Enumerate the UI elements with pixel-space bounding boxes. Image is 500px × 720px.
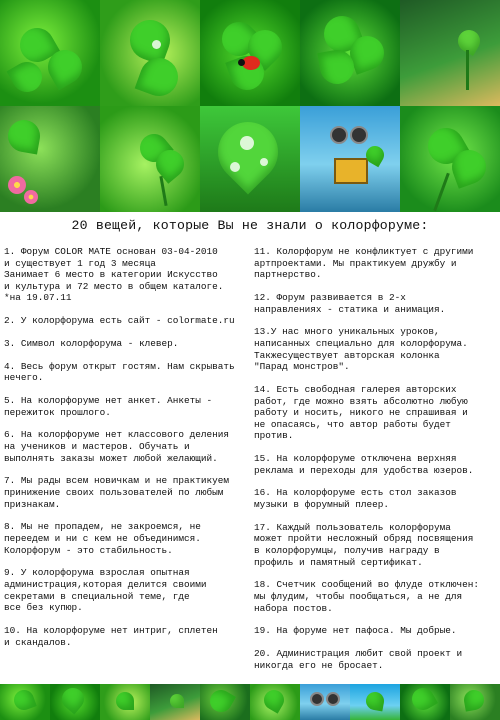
fact-item: 16. На колорфоруме есть стол заказов музыки в форумный плеер. (254, 487, 457, 511)
fact-item: 18. Счетчик сообщений во флуде отключен: мы флудим, чтобы пообщаться, а не для набора постов. (254, 579, 480, 614)
fact-item: 6. На колорфоруме нет классового деления на учеников и мастеров. Обучать и выполнять заказы может любой желающий. (4, 429, 230, 464)
fact-item: 5. На колорфоруме нет анкет. Анкеты - пережиток прошлого. (4, 395, 213, 418)
water-drop-photo (200, 106, 300, 212)
fact-item: 8. Мы не пропадем, не закроемся, не переедем и ни с кем не объединимся. Колорфорум - это стабильность. (4, 521, 201, 556)
fact-item: 17. Каждый пользователь колорфорума может пройти несложный обряд посвящения в колорфорумцы, получив награду в профиль и памятный сертификат. (254, 521, 474, 568)
clover-icon (124, 14, 175, 65)
clover-banner-bottom (0, 684, 500, 720)
flower-photo (0, 106, 100, 212)
clover-thumb (100, 684, 150, 720)
fact-item: 9. У колорфорума взрослая опытная администрация,которая делится своими секретами в специальной теме, где все без купюр. (4, 567, 207, 614)
facts-right-column (254, 246, 497, 683)
clover-photo-1 (0, 0, 100, 106)
clover-thumb (200, 684, 250, 720)
fact-item: 10. На колорфоруме нет интриг, сплетен и скандалов. (4, 624, 218, 648)
water-drop-icon (240, 136, 254, 150)
clover-thumb (400, 684, 450, 720)
clover-thumb (450, 684, 500, 720)
fact-item: 4. Весь форум открыт гостям. Нам скрывать нечего. (4, 360, 235, 384)
page-title: 20 вещей, которые Вы не знали о колорфоруме: (71, 218, 429, 233)
flower-icon (8, 176, 26, 194)
fact-item: 1. Форум COLOR MATE основан 03-04-2010 и существует 1 год 3 месяца Занимает 6 место в категории Искусство и культура и 72 место в общем каталоге. *на 19.07.11 (4, 246, 224, 304)
clover-thumb (250, 684, 300, 720)
robot-thumb (300, 684, 350, 720)
robot-photo (300, 106, 400, 212)
robot-icon (330, 126, 348, 144)
clover-hand-photo (400, 0, 500, 106)
ladybug-icon (242, 56, 260, 70)
fact-item: 15. На колорфоруме отключена верхняя реклама и переходы для удобства юзеров. (254, 453, 474, 476)
clover-thumb (50, 684, 100, 720)
fact-item: 19. На форуме нет пафоса. Мы добрые. (254, 625, 457, 637)
clover-photo-7 (100, 106, 200, 212)
clover-photo-10 (400, 106, 500, 212)
fact-item: 12. Форум развивается в 2-х направлениях - статика и анимация. (254, 291, 446, 315)
fact-item: 14. Есть свободная галерея авторских работ, где можно взять абсолютно любую работу и носить, никого не спрашивая и не опасаясь, что автор работы будет против. (254, 383, 468, 442)
fact-item: 2. У колорфорума есть сайт - colormate.ru (4, 315, 235, 327)
clover-thumb (0, 684, 50, 720)
clover-photo-4 (300, 0, 400, 106)
clover-photo-2 (100, 0, 200, 106)
facts-left-column (4, 246, 247, 659)
clover-thumb (150, 684, 200, 720)
clover-banner-top (0, 0, 500, 212)
ladybug-photo (200, 0, 300, 106)
clover-thumb (350, 684, 400, 720)
fact-item: 20. Администрация любит свой проект и никогда его не бросает. (254, 648, 463, 671)
fact-item: 3. Символ колорфорума - клевер. (4, 337, 179, 349)
fact-item: 7. Мы рады всем новичкам и не практикуем принижение своих пользователей по любым признакам. (4, 475, 230, 510)
fact-item: 13.У нас много уникальных уроков, написанных специально для колорфорума. Такжесуществует авторская колонка "Парад монстров". (254, 326, 468, 373)
fact-item: 11. Колорфорум не конфликтует с другими артпроектами. Мы практикуем дружбу и партнерство. (254, 246, 474, 281)
